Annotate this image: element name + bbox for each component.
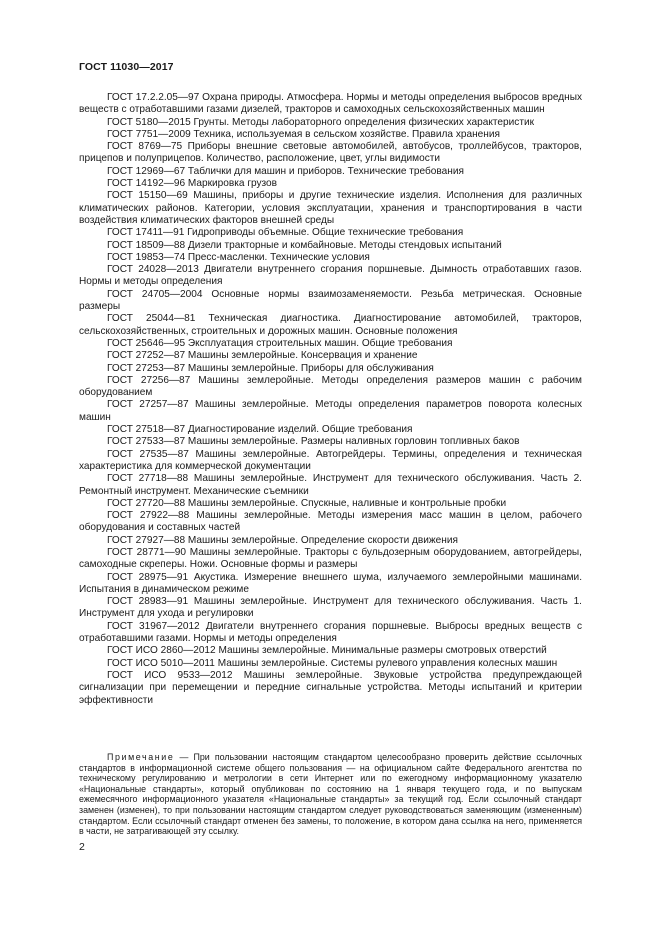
note-dash: — [174, 752, 194, 762]
reference-item: ГОСТ 25646—95 Эксплуатация строительных машин. Общие требования [107, 337, 453, 349]
reference-item: ГОСТ 5180—2015 Грунты. Методы лабораторного определения физических характеристик [107, 116, 535, 128]
document-id-header: ГОСТ 11030—2017 [79, 61, 174, 73]
reference-item: ГОСТ 27927—88 Машины землеройные. Определение скорости движения [107, 534, 458, 546]
reference-item: ГОСТ 28771—90 Машины землеройные. Тракторы с бульдозерным оборудованием, автогрейдеры, самоходные скреперы. Ножи. Основные формы и размеры [79, 546, 582, 571]
reference-item: ГОСТ 14192—96 Маркировка грузов [107, 178, 278, 190]
reference-item: ГОСТ 27922—88 Машины землеройные. Методы измерения масс машин в целом, рабочего оборудования и составных частей [79, 510, 582, 534]
reference-item: ГОСТ ИСО 2860—2012 Машины землеройные. Минимальные размеры смотровых отверстий [107, 645, 547, 657]
reference-item: ГОСТ 27718—88 Машины землеройные. Инструмент для технического обслуживания. Часть 2. Ремонтный инструмент. Механические съемники [79, 473, 582, 497]
reference-item: ГОСТ 17411—91 Гидроприводы объемные. Общие технические требования [107, 227, 464, 239]
note-label: Примечание [107, 752, 175, 762]
normative-references-list [79, 92, 582, 707]
reference-item: ГОСТ 25044—81 Техническая диагностика. Диагностирование автомобилей, тракторов, сельскохозяйственных, строительных и дорожных машин. Основные положения [79, 313, 582, 337]
reference-item: ГОСТ 15150—69 Машины, приборы и другие технические изделия. Исполнения для различных климатических районов. Категории, условия эксплуатации, хранения и транспортирования в части воздействия климатических факторов внешней среды [79, 190, 582, 226]
reference-item: ГОСТ ИСО 9533—2012 Машины землеройные. Звуковые устройства предупреждающей сигнализации при перемещении и передние сигнальные устройства. Методы испытаний и критерии эффективности [79, 669, 582, 706]
reference-item: ГОСТ 27720—88 Машины землеройные. Спускные, наливные и контрольные пробки [107, 497, 507, 509]
reference-item: ГОСТ 31967—2012 Двигатели внутреннего сгорания поршневые. Выбросы вредных веществ с отработавшими газами. Нормы и методы определения [79, 620, 582, 645]
page-number: 2 [79, 841, 85, 853]
reference-item: ГОСТ 27535—87 Машины землеройные. Автогрейдеры. Термины, определения и техническая характеристика для коммерческой документации [79, 448, 582, 472]
reference-item: ГОСТ 27257—87 Машины землеройные. Методы определения параметров поворота колесных машин [79, 399, 582, 423]
reference-item: ГОСТ 24028—2013 Двигатели внутреннего сгорания поршневые. Дымность отработавших газов. Нормы и методы определения [79, 264, 582, 288]
reference-item: ГОСТ 27253—87 Машины землеройные. Приборы для обслуживания [107, 362, 434, 374]
note-text: При пользовании настоящим стандартом целесообразно проверить действие ссылочных стандартов в информационной системе общего пользования — на официальном сайте Федерального агентства по техническому регулированию и метрологии в сети Интернет или по ежегодному информационному указателю «Национальные стандарты», который опубликован по состоянию на 1 января текущего года, и по выпускам ежемесячного информационного указателя «Национальные стандарты» за текущий год. Если ссылочный стандарт заменен (изменен), то при пользовании настоящим стандартом следует руководствоваться заменяющим (измененным) стандартом. Если ссылочный стандарт отменен без замены, то положение, в котором дана ссылка на него, применяется в части, не затрагивающей эту ссылку. [79, 752, 582, 837]
reference-item: ГОСТ 27518—87 Диагностирование изделий. Общие требования [107, 424, 413, 436]
reference-item: ГОСТ 28983—91 Машины землеройные. Инструмент для технического обслуживания. Часть 1. Инструмент для ухода и регулировки [79, 596, 582, 620]
reference-item: ГОСТ 17.2.2.05—97 Охрана природы. Атмосфера. Нормы и методы определения выбросов вредных веществ с отработавшими газами дизелей, тракторов и самоходных сельскохозяйственных машин [79, 92, 582, 116]
reference-item: ГОСТ 28975—91 Акустика. Измерение внешнего шума, излучаемого землеройными машинами. Испытания в динамическом режиме [79, 571, 582, 595]
reference-item: ГОСТ 24705—2004 Основные нормы взаимозаменяемости. Резьба метрическая. Основные размеры [79, 288, 582, 313]
note-paragraph [79, 752, 582, 837]
reference-item: ГОСТ 27533—87 Машины землеройные. Размеры наливных горловин топливных баков [107, 436, 520, 448]
reference-item: ГОСТ 7751—2009 Техника, используемая в сельском хозяйстве. Правила хранения [107, 128, 500, 140]
reference-item: ГОСТ ИСО 5010—2011 Машины землеройные. Системы рулевого управления колесных машин [107, 657, 558, 669]
reference-item: ГОСТ 18509—88 Дизели тракторные и комбайновые. Методы стендовых испытаний [107, 239, 502, 251]
reference-item: ГОСТ 27252—87 Машины землеройные. Консервация и хранение [107, 350, 418, 362]
reference-item: ГОСТ 8769—75 Приборы внешние световые автомобилей, автобусов, троллейбусов, тракторов, прицепов и полуприцепов. Количество, расположение, цвет, углы видимости [79, 141, 582, 165]
reference-item: ГОСТ 12969—67 Таблички для машин и приборов. Технические требования [107, 165, 464, 177]
reference-item: ГОСТ 19853—74 Пресс-масленки. Технические условия [107, 251, 370, 263]
reference-item: ГОСТ 27256—87 Машины землеройные. Методы определения размеров машин с рабочим оборудованием [79, 374, 582, 399]
